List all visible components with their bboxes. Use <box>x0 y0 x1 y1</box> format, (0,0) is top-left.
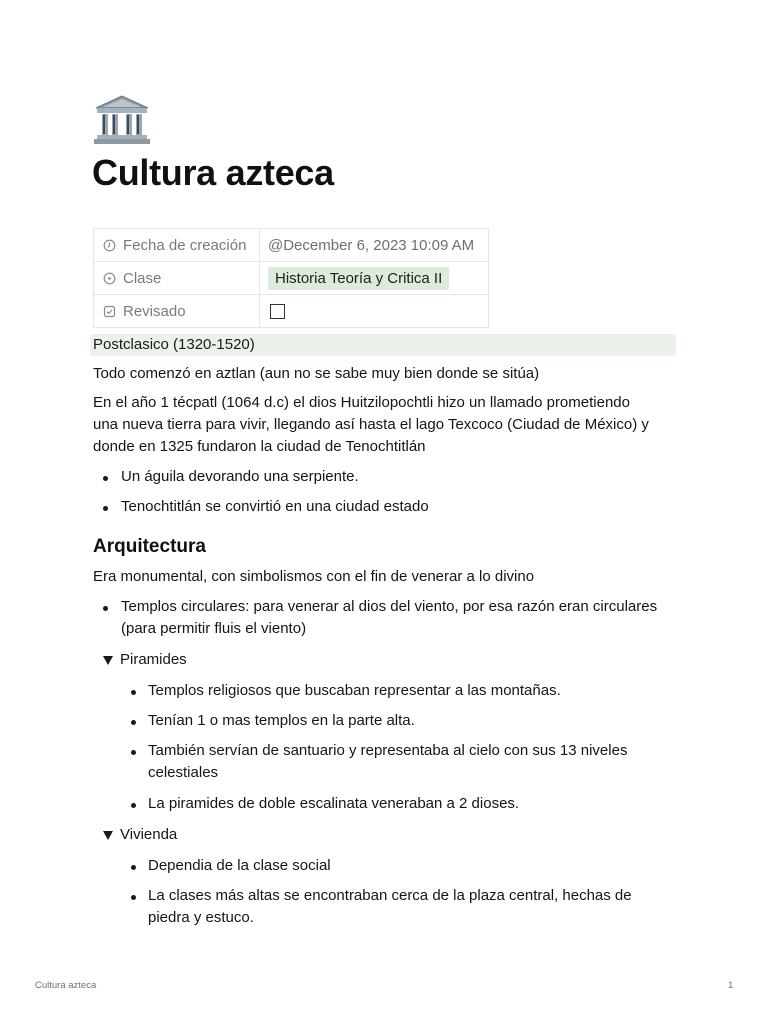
paragraph-arquitectura: Era monumental, con simbolismos con el fin de venerar a lo divino <box>93 568 535 585</box>
paragraph-origin-line-2: una nueva tierra para vivir, llegando así hasta el lago Texcoco (Ciudad de México) y <box>93 416 649 433</box>
property-key-revisado: Revisado <box>123 302 186 320</box>
footer-page-number: 1 <box>728 980 734 991</box>
section-heading-arquitectura: Arquitectura <box>93 536 206 557</box>
clase-tag[interactable]: Historia Teoría y Critica II <box>268 267 449 290</box>
bullet-dot <box>131 803 136 808</box>
list-item: También servían de santuario y representaba al cielo con sus 13 niveles <box>148 742 628 759</box>
list-item: Tenían 1 o mas templos en la parte alta. <box>148 712 415 729</box>
list-item: La clases más altas se encontraban cerca de la plaza central, hechas de <box>148 887 632 904</box>
property-row-clase <box>94 262 489 295</box>
paragraph-origin-line-1: En el año 1 técpatl (1064 d.c) el dios Huitzilopochtli hizo un llamado prometiendo <box>93 394 630 411</box>
list-item-continuation: (para permitir fluis el viento) <box>121 620 307 637</box>
toggle-piramides[interactable]: Piramides <box>120 651 187 668</box>
bullet-dot <box>131 690 136 695</box>
bullet-dot <box>103 606 108 611</box>
properties-table <box>93 228 489 328</box>
revisado-checkbox[interactable] <box>270 304 285 319</box>
list-item: Dependia de la clase social <box>148 857 331 874</box>
paragraph-origin-line-3: donde en 1325 fundaron la ciudad de Tenochtitlán <box>93 438 426 455</box>
classical-building-icon <box>93 94 151 146</box>
bullet-dot <box>131 720 136 725</box>
property-row-created <box>94 229 489 262</box>
paragraph-aztlan: Todo comenzó en aztlan (aun no se sabe muy bien donde se sitúa) <box>93 365 540 382</box>
select-circle-icon <box>103 272 116 285</box>
bullet-dot <box>131 895 136 900</box>
property-row-revisado <box>94 295 489 328</box>
toggle-arrow-icon[interactable] <box>103 831 113 840</box>
list-item: Templos circulares: para venerar al dios del viento, por esa razón eran circulares <box>121 598 658 615</box>
list-item: Tenochtitlán se convirtió en una ciudad estado <box>121 498 429 515</box>
period-callout: Postclasico (1320-1520) <box>90 334 676 356</box>
list-item: Un águila devorando una serpiente. <box>121 468 359 485</box>
bullet-dot <box>103 506 108 511</box>
property-key-created: Fecha de creación <box>123 236 247 254</box>
list-item: La piramides de doble escalinata veneraban a 2 dioses. <box>148 795 520 812</box>
list-item: Templos religiosos que buscaban representar a las montañas. <box>148 682 561 699</box>
property-key-clase: Clase <box>123 269 162 287</box>
bullet-dot <box>103 476 108 481</box>
footer-doc-title: Cultura azteca <box>35 980 97 991</box>
checkbox-property-icon <box>103 305 116 318</box>
clock-icon <box>103 239 116 252</box>
bullet-dot <box>131 750 136 755</box>
toggle-vivienda[interactable]: Vivienda <box>120 826 178 843</box>
page-title: Cultura azteca <box>92 152 334 193</box>
list-item-continuation: piedra y estuco. <box>148 909 254 926</box>
property-value-created[interactable]: @December 6, 2023 10:09 AM <box>268 236 475 254</box>
toggle-arrow-icon[interactable] <box>103 656 113 665</box>
bullet-dot <box>131 865 136 870</box>
list-item-continuation: celestiales <box>148 764 219 781</box>
